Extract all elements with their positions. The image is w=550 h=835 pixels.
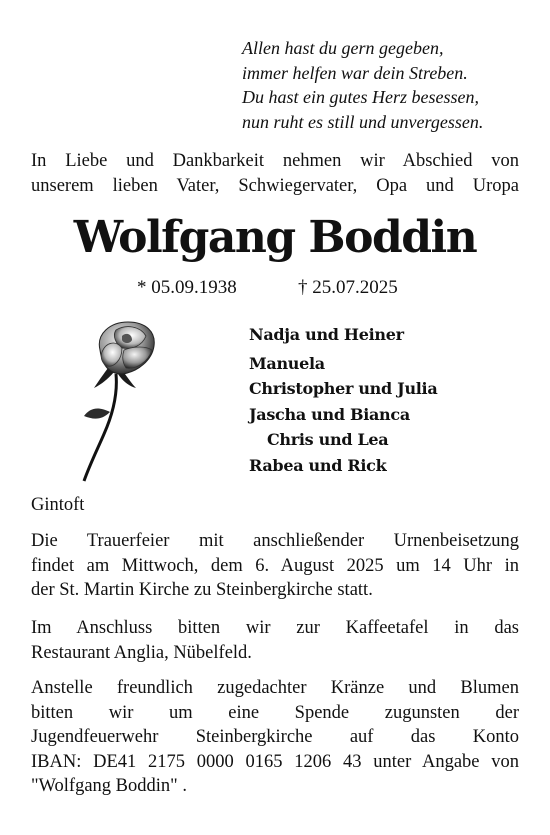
family-member: Rabea und Rick [249,455,387,475]
poem-line: nun ruht es still und unvergessen. [242,111,484,132]
paragraph-line: der St. Martin Kirche zu Steinbergkirche statt. [31,580,373,600]
family-list [249,322,437,478]
funeral-paragraph [31,529,519,603]
intro-line: unserem lieben Vater, Schwiegervater, Opa und Uropa [31,175,519,196]
rose-image [76,316,188,486]
poem-line: Allen hast du gern gegeben, [242,38,444,58]
paragraph-line: Im Anschluss bitten wir zur Kaffeetafel in das [31,618,519,638]
coffee-paragraph [31,616,519,665]
paragraph-line: bitten wir um eine Spende zugunsten der [31,702,519,723]
family-member: Christopher und Julia [249,379,438,398]
poem-line: immer helfen war dein Streben. [242,62,468,83]
paragraph-line: IBAN: DE41 2175 0000 0165 1206 43 unter Angabe von [31,751,519,772]
paragraph-line: Jugendfeuerwehr Steinbergkirche auf das Konto [31,727,519,747]
paragraph-line: Anstelle freundlich zugedachter Kränze und Blumen [31,678,519,698]
family-member: Manuela [249,353,325,373]
paragraph-line: Die Trauerfeier mit anschließender Urnenbeisetzung [31,531,519,551]
paragraph-line: "Wolfgang Boddin" . [31,776,187,796]
intro-line: In Liebe und Dankbarkeit nehmen wir Abschied von [31,151,519,171]
intro-text [31,149,519,198]
family-member: Chris und Lea [267,430,389,449]
poem-line: Du hast ein gutes Herz besessen, [242,87,479,107]
deceased-name: Wolfgang Boddin [73,212,477,263]
paragraph-line: Restaurant Anglia, Nübelfeld. [31,642,252,663]
family-member: Nadja und Heiner [249,325,404,344]
birth-date: * 05.09.1938 [137,277,237,298]
paragraph-line: findet am Mittwoch, dem 6. August 2025 um 14 Uhr in [31,555,519,576]
donation-paragraph [31,676,519,799]
place-name: Gintoft [31,495,85,515]
poem [242,36,532,134]
death-date: † 25.07.2025 [298,277,398,298]
family-member: Jascha und Bianca [249,404,410,424]
